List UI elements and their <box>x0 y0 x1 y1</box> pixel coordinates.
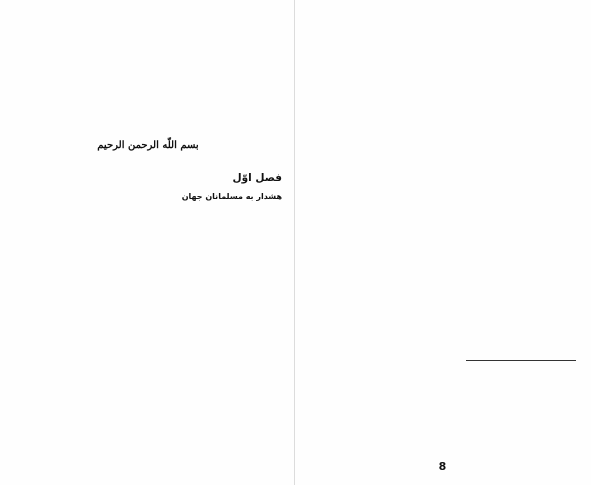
footnotes <box>307 366 576 446</box>
basmala-heading: بسم اللّه الرحمن الرحيم <box>97 140 199 151</box>
page-number: 8 <box>438 460 447 473</box>
chapter-subtitle: هشدار به مسلمانان جهان <box>181 192 282 201</box>
chapter-title: فصل اوّل <box>232 172 282 184</box>
right-page <box>295 0 590 485</box>
left-page-body <box>14 218 282 473</box>
footnote-divider <box>466 360 576 361</box>
left-page <box>0 0 295 485</box>
